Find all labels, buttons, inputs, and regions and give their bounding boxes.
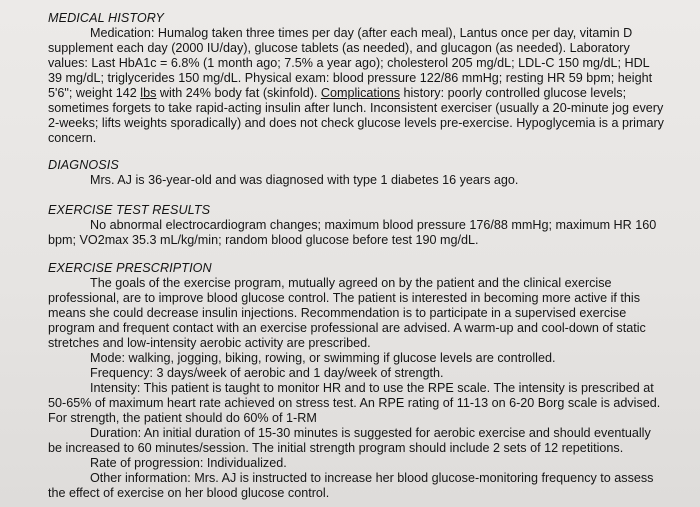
prescription-line: the effect of exercise on her blood glucose control. bbox=[48, 486, 330, 500]
prescription-frequency: Frequency: 3 days/week of aerobic and 1 day/week of strength. bbox=[90, 366, 444, 380]
medical-history-line: 2-weeks; lifts weights sporadically) and does not check glucose levels pre-exercise. Hypoglycemia is a primary bbox=[48, 116, 664, 130]
prescription-line: For strength, the patient should do 60% of 1-RM bbox=[48, 411, 317, 425]
exercise-test-line: No abnormal electrocardiogram changes; maximum blood pressure 176/88 mmHg; maximum HR 160 bbox=[90, 218, 657, 232]
prescription-mode: Mode: walking, jogging, biking, rowing, or swimming if glucose levels are controlled. bbox=[90, 351, 556, 365]
prescription-line: stretches and low-intensity aerobic activity are prescribed. bbox=[48, 336, 371, 350]
medical-history-line: values: Last HbA1c = 6.8% (1 month ago; 7.5% a year ago); cholesterol 205 mg/dL; LDL-C 150 mg/dL; HDL bbox=[48, 56, 650, 70]
prescription-line: professional, are to improve blood glucose control. The patient is interested in becoming more active if this bbox=[48, 291, 640, 305]
section-heading-exercise-test-results: EXERCISE TEST RESULTS bbox=[48, 203, 211, 217]
medical-history-line: 39 mg/dL; triglycerides 150 mg/dL. Physical exam: blood pressure 122/86 mmHg; resting HR 59 bpm; height bbox=[48, 71, 653, 85]
medical-history-line: concern. bbox=[48, 131, 97, 145]
medical-history-line: 5'6"; weight 142 lbs with 24% body fat (skinfold). Complications history: poorly controlled glucose levels; bbox=[48, 86, 627, 100]
medical-history-line: supplement each day (2000 IU/day), glucose tablets (as needed), and glucagon (as needed). Laboratory bbox=[48, 41, 630, 55]
diagnosis-line: Mrs. AJ is 36-year-old and was diagnosed with type 1 diabetes 16 years ago. bbox=[90, 173, 519, 187]
section-heading-diagnosis: DIAGNOSIS bbox=[48, 158, 119, 172]
prescription-intensity: Intensity: This patient is taught to monitor HR and to use the RPE scale. The intensity is prescribed at bbox=[90, 381, 654, 395]
underlined-term: lbs bbox=[140, 86, 157, 100]
prescription-line: program and frequent contact with an exercise professional are advised. A warm-up and cool-down of static bbox=[48, 321, 646, 335]
medical-history-line: Medication: Humalog taken three times per day (after each meal), Lantus once per day, vitamin D bbox=[90, 26, 633, 40]
prescription-line: The goals of the exercise program, mutually agreed on by the patient and the clinical exercise bbox=[90, 276, 612, 290]
exercise-test-line: bpm; VO2max 35.3 mL/kg/min; random blood glucose before test 190 mg/dL. bbox=[48, 233, 479, 247]
medical-history-line: sometimes forgets to take rapid-acting insulin after lunch. Inconsistent exerciser (usually a 20-minute jog every bbox=[48, 101, 664, 115]
section-heading-medical-history: MEDICAL HISTORY bbox=[48, 11, 165, 25]
prescription-progression: Rate of progression: Individualized. bbox=[90, 456, 287, 470]
prescription-line: 50-65% of maximum heart rate achieved on stress test. An RPE rating of 11-13 on 6-20 Borg scale is advised. bbox=[48, 396, 661, 410]
prescription-line: be increased to 60 minutes/session. The initial strength program should include 2 sets of 12 repetitions. bbox=[48, 441, 624, 455]
underlined-term: Complications bbox=[320, 86, 400, 100]
prescription-other-information: Other information: Mrs. AJ is instructed to increase her blood glucose-monitoring frequency to assess bbox=[90, 471, 654, 485]
prescription-duration: Duration: An initial duration of 15-30 minutes is suggested for aerobic exercise and should eventually bbox=[90, 426, 651, 440]
section-heading-exercise-prescription: EXERCISE PRESCRIPTION bbox=[48, 261, 212, 275]
prescription-line: means she could decrease insulin injections. Recommendation is to participate in a supervised exercise bbox=[48, 306, 627, 320]
